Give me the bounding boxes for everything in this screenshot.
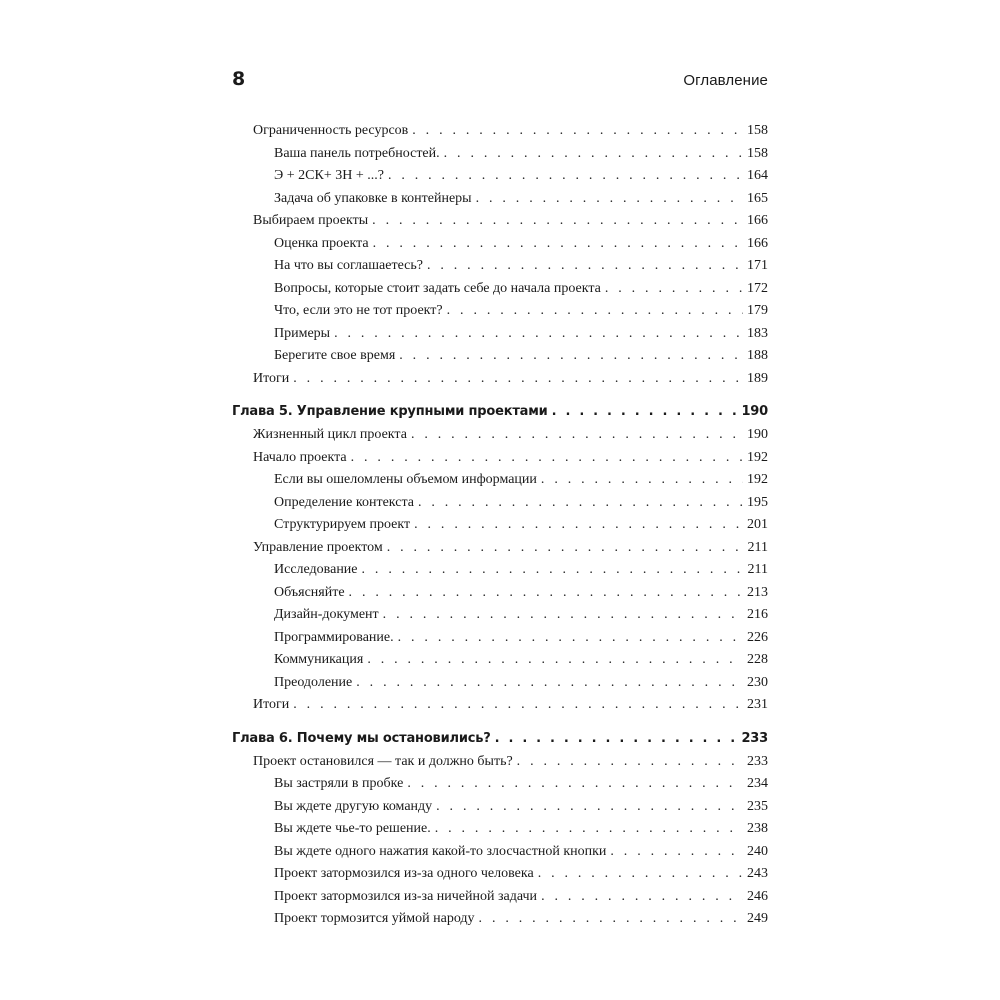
toc-entry-page: 233 bbox=[741, 730, 768, 746]
toc-entry-page: 179 bbox=[747, 303, 768, 318]
toc-entry bbox=[232, 627, 768, 650]
toc-dot-leader bbox=[541, 469, 743, 492]
toc-entry-title: Исследование bbox=[274, 562, 358, 577]
toc-dot-leader bbox=[293, 694, 743, 717]
toc-entry-page: 190 bbox=[747, 427, 768, 442]
toc-entry-page: 211 bbox=[747, 562, 768, 577]
toc-dot-leader bbox=[605, 278, 743, 301]
toc-entry-page: 166 bbox=[747, 213, 768, 228]
running-head: Оглавление bbox=[683, 72, 768, 89]
toc-entry-title: Проект затормозился из-за одного человека bbox=[274, 866, 534, 881]
toc-entry-title: Если вы ошеломлены объемом информации bbox=[274, 472, 537, 487]
toc-entry-title: Задача об упаковке в контейнеры bbox=[274, 190, 472, 206]
toc-entry bbox=[232, 559, 768, 582]
toc-entry-page: 192 bbox=[747, 472, 768, 487]
toc-entry-page: 165 bbox=[747, 190, 768, 206]
toc-entry bbox=[232, 537, 768, 560]
toc-dot-leader bbox=[334, 323, 743, 346]
toc-entry bbox=[232, 773, 768, 796]
toc-entry bbox=[232, 908, 768, 931]
toc-dot-leader bbox=[517, 751, 743, 774]
toc-entry-title: Оценка проекта bbox=[274, 235, 369, 251]
toc-dot-leader bbox=[411, 424, 743, 447]
toc-entry bbox=[232, 751, 768, 774]
toc-entry-title: Определение контекста bbox=[274, 494, 414, 510]
toc-dot-leader bbox=[399, 345, 743, 368]
toc-entry-title: Жизненный цикл проекта bbox=[253, 427, 407, 442]
toc-entry-page: 231 bbox=[747, 697, 768, 712]
toc-entry-page: 235 bbox=[747, 798, 768, 814]
toc-entry-title: Преодоление bbox=[274, 674, 353, 690]
toc-entry-page: 238 bbox=[747, 821, 768, 836]
toc-dot-leader bbox=[373, 233, 743, 256]
toc-entry-page: 189 bbox=[747, 370, 768, 386]
toc-entry bbox=[232, 210, 768, 233]
toc-entry bbox=[232, 368, 768, 391]
toc-dot-leader bbox=[414, 514, 743, 537]
page-number: 8 bbox=[232, 68, 246, 90]
toc-entry-title: Вы застряли в пробке bbox=[274, 776, 404, 791]
toc-dot-leader bbox=[541, 886, 743, 909]
toc-entry bbox=[232, 694, 768, 717]
toc-entry bbox=[232, 345, 768, 368]
toc-dot-leader bbox=[356, 672, 743, 695]
toc-entry-page: 246 bbox=[747, 888, 768, 904]
toc-entry bbox=[232, 120, 768, 143]
toc-dot-leader bbox=[447, 300, 743, 323]
toc-entry bbox=[232, 300, 768, 323]
toc-entry-page: 172 bbox=[747, 280, 768, 296]
toc-dot-leader bbox=[538, 863, 743, 886]
toc-entry-page: 171 bbox=[747, 258, 768, 273]
toc-entry bbox=[232, 188, 768, 211]
toc-dot-leader bbox=[427, 255, 743, 278]
toc-chapter-entry bbox=[232, 727, 768, 751]
toc-entry-page: 166 bbox=[747, 235, 768, 251]
toc-entry-page: 230 bbox=[747, 674, 768, 690]
toc-entry-title: Вы ждете другую команду bbox=[274, 798, 433, 814]
toc-entry bbox=[232, 424, 768, 447]
toc-entry-page: 243 bbox=[747, 866, 768, 881]
toc-entry-title: Итоги bbox=[253, 370, 290, 386]
toc-entry-page: 158 bbox=[747, 123, 768, 138]
toc-entry-page: 188 bbox=[747, 348, 768, 363]
toc-dot-leader bbox=[372, 210, 743, 233]
toc-entry-page: 240 bbox=[747, 843, 768, 859]
toc-dot-leader bbox=[552, 400, 738, 424]
toc-dot-leader bbox=[388, 165, 743, 188]
toc-entry-title: Вопросы, которые стоит задать себе до начала проекта bbox=[274, 280, 601, 296]
toc-entry bbox=[232, 165, 768, 188]
toc-entry-title: Ваша панель потребностей. bbox=[274, 145, 440, 161]
toc-entry-page: 226 bbox=[747, 629, 768, 645]
toc-entry-title: Примеры bbox=[274, 325, 331, 341]
toc-entry-title: Э + 2СК+ 3Н + ...? bbox=[274, 168, 384, 183]
toc-entry-page: 158 bbox=[747, 145, 768, 161]
toc-entry-title: Коммуникация bbox=[274, 652, 364, 667]
toc-entry-title: Глава 5. Управление крупными проектами bbox=[232, 404, 548, 419]
toc-entry-page: 233 bbox=[747, 753, 768, 769]
toc-dot-leader bbox=[412, 120, 743, 143]
toc-entry-title: Что, если это не тот проект? bbox=[274, 303, 443, 318]
toc-chapter-entry bbox=[232, 400, 768, 424]
toc-entry bbox=[232, 514, 768, 537]
toc-entry bbox=[232, 469, 768, 492]
toc-dot-leader bbox=[351, 447, 743, 470]
toc-entry-title: Объясняйте bbox=[274, 584, 345, 600]
toc-dot-leader bbox=[495, 727, 738, 751]
toc-entry-title: Берегите свое время bbox=[274, 348, 396, 363]
toc-entry-page: 234 bbox=[747, 776, 768, 791]
toc-dot-leader bbox=[349, 582, 743, 605]
toc-entry-page: 211 bbox=[747, 539, 768, 555]
toc-entry-title: Проект затормозился из-за ничейной задачи bbox=[274, 888, 538, 904]
toc-dot-leader bbox=[387, 537, 744, 560]
toc-entry-title: Ограниченность ресурсов bbox=[253, 123, 409, 138]
toc-entry bbox=[232, 886, 768, 909]
toc-entry-page: 183 bbox=[747, 325, 768, 341]
toc-entry-page: 201 bbox=[747, 517, 768, 532]
toc-entry-title: Проект остановился — так и должно быть? bbox=[253, 753, 513, 769]
toc-entry-title: Программирование. bbox=[274, 629, 394, 645]
toc-entry-title: Дизайн-документ bbox=[274, 607, 379, 622]
table-of-contents bbox=[232, 120, 768, 931]
toc-entry bbox=[232, 863, 768, 886]
toc-entry bbox=[232, 841, 768, 864]
toc-entry-page: 213 bbox=[747, 584, 768, 600]
toc-entry-page: 164 bbox=[747, 168, 768, 183]
toc-entry bbox=[232, 649, 768, 672]
toc-dot-leader bbox=[610, 841, 743, 864]
toc-entry-page: 249 bbox=[747, 911, 768, 926]
toc-entry-title: Проект тормозится уймой народу bbox=[274, 911, 475, 926]
toc-entry-title: Глава 6. Почему мы остановились? bbox=[232, 730, 491, 746]
toc-dot-leader bbox=[383, 604, 743, 627]
toc-entry-title: Начало проекта bbox=[253, 449, 347, 465]
toc-entry-page: 190 bbox=[741, 404, 768, 419]
toc-entry-title: На что вы соглашаетесь? bbox=[274, 258, 423, 273]
toc-dot-leader bbox=[367, 649, 743, 672]
toc-dot-leader bbox=[476, 188, 743, 211]
toc-entry bbox=[232, 255, 768, 278]
toc-entry bbox=[232, 818, 768, 841]
toc-entry bbox=[232, 447, 768, 470]
toc-dot-leader bbox=[436, 796, 743, 819]
toc-entry-page: 216 bbox=[747, 607, 768, 622]
toc-entry-page: 195 bbox=[747, 494, 768, 510]
toc-dot-leader bbox=[407, 773, 743, 796]
toc-entry-title: Вы ждете чье-то решение. bbox=[274, 821, 431, 836]
toc-entry-title: Структурируем проект bbox=[274, 517, 411, 532]
toc-dot-leader bbox=[398, 627, 743, 650]
toc-entry bbox=[232, 796, 768, 819]
toc-dot-leader bbox=[293, 368, 743, 391]
toc-entry bbox=[232, 604, 768, 627]
toc-entry bbox=[232, 672, 768, 695]
toc-dot-leader bbox=[444, 143, 743, 166]
toc-entry bbox=[232, 323, 768, 346]
toc-entry-title: Выбираем проекты bbox=[253, 213, 369, 228]
page-header bbox=[232, 68, 768, 98]
toc-entry bbox=[232, 492, 768, 515]
toc-entry bbox=[232, 278, 768, 301]
toc-dot-leader bbox=[479, 908, 743, 931]
toc-dot-leader bbox=[362, 559, 744, 582]
toc-dot-leader bbox=[418, 492, 743, 515]
toc-dot-leader bbox=[435, 818, 743, 841]
toc-entry bbox=[232, 233, 768, 256]
toc-entry-page: 192 bbox=[747, 449, 768, 465]
toc-entry-title: Вы ждете одного нажатия какой-то злосчастной кнопки bbox=[274, 843, 607, 859]
toc-entry bbox=[232, 582, 768, 605]
toc-entry bbox=[232, 143, 768, 166]
toc-entry-page: 228 bbox=[747, 652, 768, 667]
toc-entry-title: Итоги bbox=[253, 697, 290, 712]
toc-entry-title: Управление проектом bbox=[253, 539, 383, 555]
